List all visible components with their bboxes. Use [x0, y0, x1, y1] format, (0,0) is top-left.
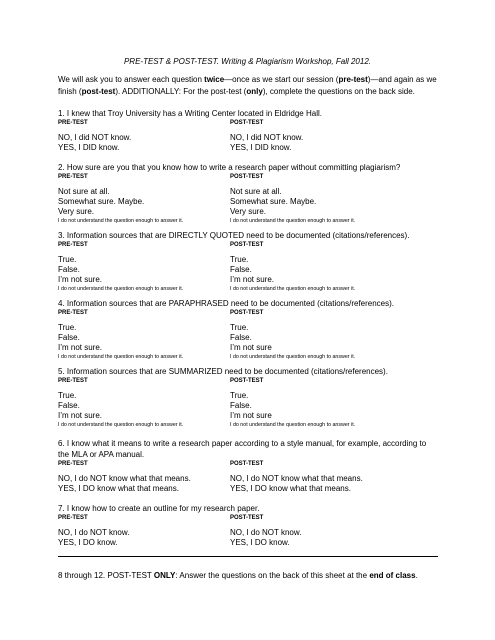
post-option[interactable]: Very sure. [230, 207, 267, 216]
intro-bold-twice: twice [204, 75, 225, 84]
pre-option[interactable]: I’m not sure. [58, 411, 103, 420]
pre-option[interactable]: YES, I DO know. [58, 538, 118, 547]
post-option[interactable]: YES, I DO know what that means. [230, 484, 351, 493]
pre-option[interactable]: Somewhat sure. Maybe. [58, 197, 145, 206]
post-test-column [230, 309, 390, 361]
answer-columns [58, 241, 438, 293]
intro-text-5: ), complete the questions on the back side. [262, 87, 415, 96]
question-text: 4. Information sources that are PARAPHRASED need to be documented (citations/references). [58, 299, 395, 308]
pre-test-column [58, 241, 218, 293]
post-option[interactable]: True. [230, 391, 249, 400]
post-test-header: POST-TEST [230, 242, 264, 248]
answer-columns [58, 173, 438, 225]
pre-option-unsure[interactable]: I do not understand the question enough to answer it. [58, 286, 184, 292]
pre-option[interactable]: False. [58, 265, 80, 274]
pre-test-column [58, 173, 218, 225]
pre-option[interactable]: NO, I do NOT know. [58, 528, 130, 537]
post-option-unsure[interactable]: I do not understand the question enough to answer it. [230, 286, 356, 292]
intro-bold-only: only [246, 87, 263, 96]
page-title: PRE-TEST & POST-TEST. Writing & Plagiarism Workshop, Fall 2012. [123, 57, 372, 66]
intro-text-4: ). ADDITIONALLY: For the post-test ( [115, 87, 247, 96]
pre-option[interactable]: NO, I do NOT know what that means. [58, 474, 191, 483]
footer-bold-end-of-class: end of class [369, 571, 416, 580]
answer-columns [58, 119, 438, 155]
question-4 [58, 298, 438, 361]
pre-option[interactable]: YES, I DO know what that means. [58, 484, 179, 493]
post-option[interactable]: I’m not sure [230, 343, 272, 352]
intro-paragraph [58, 74, 438, 98]
pre-test-column [58, 377, 218, 429]
post-option-unsure[interactable]: I do not understand the question enough to answer it. [230, 218, 356, 224]
question-1 [58, 108, 438, 155]
post-test-header: POST-TEST [230, 310, 264, 316]
post-option[interactable]: NO, I did NOT know. [230, 133, 304, 142]
pre-option[interactable]: True. [58, 391, 77, 400]
post-test-header: POST-TEST [230, 461, 264, 467]
intro-bold-pretest: pre-test [338, 75, 368, 84]
post-option[interactable]: I’m not sure. [230, 275, 275, 284]
intro-text-1: We will ask you to answer each question [58, 75, 205, 84]
post-option[interactable]: YES, I DO know. [230, 538, 290, 547]
pre-test-header: PRE-TEST [58, 310, 88, 316]
post-option[interactable]: Not sure at all. [230, 187, 282, 196]
post-test-column [230, 241, 390, 293]
pre-option-unsure[interactable]: I do not understand the question enough to answer it. [58, 354, 184, 360]
pre-option[interactable]: Very sure. [58, 207, 95, 216]
intro-text-2: —once as we start our session ( [224, 75, 339, 84]
post-option[interactable]: NO, I do NOT know what that means. [230, 474, 363, 483]
answer-columns [58, 460, 438, 496]
intro-bold-posttest: post-test [81, 87, 116, 96]
pre-test-header: PRE-TEST [58, 174, 88, 180]
question-5 [58, 366, 438, 429]
question-3 [58, 230, 438, 293]
post-option[interactable]: I’m not sure [230, 411, 272, 420]
pre-test-header: PRE-TEST [58, 120, 88, 126]
pre-test-header: PRE-TEST [58, 515, 88, 521]
post-option[interactable]: NO, I do NOT know. [230, 528, 302, 537]
divider-line [58, 556, 438, 557]
pre-option-unsure[interactable]: I do not understand the question enough to answer it. [58, 422, 184, 428]
question-7 [58, 503, 438, 550]
pre-test-header: PRE-TEST [58, 378, 88, 384]
footer-text-1: 8 through 12. POST-TEST [58, 571, 154, 580]
post-option-unsure[interactable]: I do not understand the question enough to answer it. [230, 354, 356, 360]
question-text: 3. Information sources that are DIRECTLY QUOTED need to be documented (citations/references). [58, 231, 410, 240]
intro-text-3: )—and again as we finish ( [58, 75, 437, 96]
post-test-column [230, 173, 390, 225]
pre-test-column [58, 309, 218, 361]
question-6 [58, 438, 438, 496]
question-text: 5. Information sources that are SUMMARIZED need to be documented (citations/references). [58, 367, 388, 376]
post-test-header: POST-TEST [230, 515, 264, 521]
pre-test-column [58, 514, 218, 548]
pre-option[interactable]: False. [58, 401, 80, 410]
footer-text-2: : Answer the questions on the back of this sheet at the [175, 571, 370, 580]
pre-option[interactable]: YES, I DID know. [58, 143, 120, 152]
footer-text-3: . [415, 571, 418, 580]
answer-columns [58, 377, 438, 429]
pre-test-header: PRE-TEST [58, 461, 88, 467]
pre-test-header: PRE-TEST [58, 242, 88, 248]
answer-columns [58, 309, 438, 361]
footer-instruction [58, 570, 458, 581]
pre-option[interactable]: I’m not sure. [58, 275, 103, 284]
post-test-column [230, 377, 390, 429]
footer-bold-only: ONLY [153, 571, 176, 580]
post-option[interactable]: Somewhat sure. Maybe. [230, 197, 317, 206]
post-test-column [230, 460, 390, 494]
pre-test-column [58, 119, 218, 153]
pre-option[interactable]: True. [58, 255, 77, 264]
question-2 [58, 162, 438, 225]
pre-option[interactable]: True. [58, 323, 77, 332]
question-text: 2. How sure are you that you know how to write a research paper without committing plagiarism? [58, 163, 401, 172]
post-option[interactable]: False. [230, 401, 252, 410]
pre-option[interactable]: I’m not sure. [58, 343, 103, 352]
post-option[interactable]: True. [230, 323, 249, 332]
post-test-header: POST-TEST [230, 174, 264, 180]
post-option[interactable]: False. [230, 265, 252, 274]
pre-option[interactable]: False. [58, 333, 80, 342]
question-text: 6. I know what it means to write a research paper according to a style manual, for example, according to the MLA or APA manual. [58, 439, 427, 459]
post-option[interactable]: True. [230, 255, 249, 264]
pre-option-unsure[interactable]: I do not understand the question enough to answer it. [58, 218, 184, 224]
pre-test-column [58, 460, 218, 494]
pre-option[interactable]: NO, I did NOT know. [58, 133, 132, 142]
question-text: 1. I knew that Troy University has a Writing Center located in Eldridge Hall. [58, 109, 322, 118]
pre-option[interactable]: Not sure at all. [58, 187, 110, 196]
question-text: 7. I know how to create an outline for my research paper. [58, 504, 260, 513]
post-test-header: POST-TEST [230, 378, 264, 384]
post-option[interactable]: False. [230, 333, 252, 342]
post-option-unsure[interactable]: I do not understand the question enough to answer it. [230, 422, 356, 428]
answer-columns [58, 514, 438, 550]
post-test-header: POST-TEST [230, 120, 264, 126]
post-option[interactable]: YES, I DID know. [230, 143, 292, 152]
post-test-column [230, 514, 390, 548]
post-test-column [230, 119, 390, 153]
